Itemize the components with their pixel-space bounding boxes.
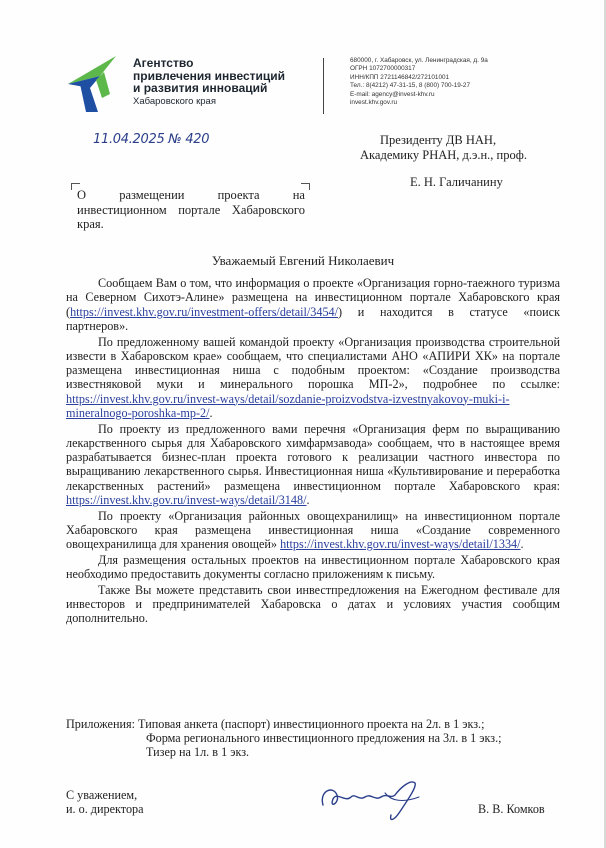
agency-name-line: привлечения инвестиций: [133, 68, 286, 83]
signatory-title: и. о. директора: [66, 802, 144, 816]
paragraph-text: Для размещения остальных проектов на инвестиционном портале Хабаровского края необходимо предоставить документы согласно приложениям к письму.: [66, 552, 560, 581]
paragraph-text: По проекту из предложенного вами перечня «Организация ферм по выращиванию лекарственного сырья для Хабаровского химфармзавода» сообщаем, что в настоящее время разрабатывается бизнес-план проекта готового к реализации частного инвестора по выращиванию лекарственного сырья. Инвестиционная ниша «Культивирование и переработка лекарственных растений» размещена инвестиционном портале Хабаровского края:: [66, 421, 560, 493]
attachment-item: Типовая анкета (паспорт) инвестиционного проекта на 2л. в 1 экз.;: [138, 717, 485, 731]
body-paragraph: [66, 509, 560, 552]
attachment-row: [66, 717, 566, 731]
vegetable-storage-link[interactable]: https://invest.khv.gov.ru/invest-ways/detail/1334/: [280, 537, 521, 551]
paragraph-text: ) и находится в статусе «поиск партнеров».: [66, 304, 560, 333]
paragraph-text: .: [520, 537, 524, 551]
agency-name-line: и развития инноваций: [133, 81, 268, 95]
contact-address: 680000, г. Хабаровск, ул. Ленинградская, д. 9а: [350, 57, 488, 64]
attachment-item: Форма регионального инвестиционного предложения на 3л. в 1 экз.;: [146, 731, 502, 745]
body-paragraph: [66, 335, 560, 421]
header-divider: [323, 58, 324, 114]
signatory-name: В. В. Комков: [478, 802, 545, 816]
paragraph-text: .: [306, 492, 310, 507]
addressee-name: Е. Н. Галичанину: [410, 175, 503, 189]
handwritten-signature: [315, 775, 425, 825]
letter-subject: О размещении проекта на инвестиционном портале Хабаровского края.: [77, 188, 305, 231]
paragraph-text: Также Вы можете представить свои инвестпредложения на Ежегодном фестивале для инвесторов и предпринимателей Хабаровска о датах и условиях участия сообщим дополнительно.: [66, 582, 560, 626]
attachment-row: [66, 745, 566, 759]
contact-inn: ИНН/КПП 2721146842/272101001: [350, 73, 450, 81]
addressee-line: Академику РНАН, д.э.н., проф.: [360, 148, 527, 162]
paragraph-text: Сообщаем Вам о том, что информация о проекте «Организация горно-таежного туризма на Северном Сихотэ-Алине» размещена на инвестиционном портале Хабаровского края (: [66, 276, 560, 319]
outgoing-date-ref: 11.04.2025 № 420: [93, 132, 210, 147]
addressee-line: Президенту ДВ НАН,: [380, 133, 497, 147]
body-paragraph: [66, 583, 560, 626]
body-paragraph: [66, 422, 560, 508]
closing-salutation: С уважением,: [66, 788, 138, 802]
attachments-label: Приложения:: [66, 717, 135, 731]
letter-body: [66, 276, 560, 627]
addressee-block: [360, 133, 560, 190]
closing-block: [66, 788, 144, 816]
greeting: Уважаемый Евгений Николаевич: [211, 253, 395, 268]
limestone-niche-link[interactable]: https://invest.khv.gov.ru/invest-ways/detail/sozdanie-proizvodstva-izvestnyakovoy-muki-i-mineralnogo-poroshka-mp-2/: [66, 391, 510, 420]
attachments-block: [66, 717, 566, 759]
contact-email[interactable]: E-mail: agency@invest-khv.ru: [350, 90, 435, 98]
paragraph-text: По предложенному вашей командой проекту «Организация производства строительной извести в Хабаровском крае» сообщаем, что специалистами АНО «АПИРИ ХК» на портале размещена инвестиционная ниша с подобным проектом: «Создание производства известняковой муки и минерального порошка МП-2», подробнее по ссылке:: [66, 334, 560, 392]
attachment-row: [66, 731, 566, 745]
body-paragraph: [66, 276, 560, 333]
attachment-item: Тизер на 1л. в 1 экз.: [146, 745, 250, 759]
paragraph-text: .: [209, 405, 213, 420]
body-paragraph: [66, 553, 560, 582]
agency-name: [133, 57, 308, 95]
medicinal-plants-link[interactable]: https://invest.khv.gov.ru/invest-ways/detail/3148/: [66, 492, 307, 507]
investment-offer-link[interactable]: https://invest.khv.gov.ru/investment-offers/detail/3454/: [70, 304, 339, 319]
agency-name-line: Агентство: [133, 56, 194, 70]
agency-region: Хабаровского края: [133, 96, 216, 107]
contact-phone: Тел.: 8(4212) 47-31-15, 8 (800) 700-19-27: [350, 82, 471, 90]
contact-ogrn: ОГРН 1072700000317: [350, 65, 416, 73]
agency-logo: [66, 54, 118, 112]
agency-contacts: [350, 57, 580, 107]
paragraph-text: По проекту «Организация районных овощехранилищ» на инвестиционном портале Хабаровского края размещена инвестиционная ниша «Создание современного овощехранилища для хранения овощей»: [66, 508, 560, 551]
contact-website[interactable]: invest.khv.gov.ru: [350, 99, 398, 107]
